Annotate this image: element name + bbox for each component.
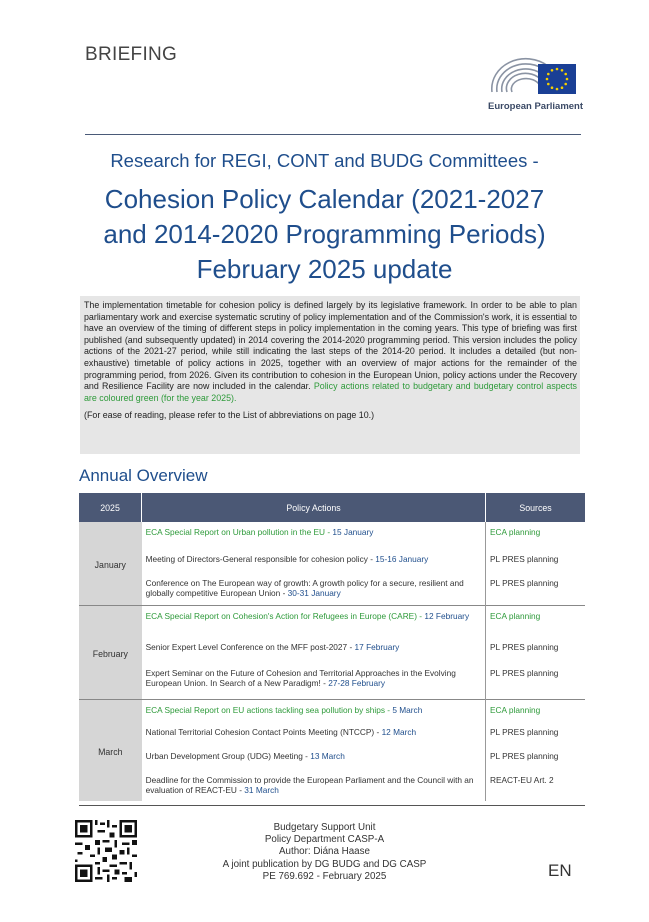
table-header-row bbox=[79, 493, 585, 522]
table-row bbox=[79, 550, 585, 574]
calendar-table bbox=[79, 493, 585, 801]
footer-divider bbox=[79, 805, 585, 806]
action-date: 15-16 January bbox=[375, 554, 429, 564]
footer-unit: Budgetary Support Unit bbox=[273, 822, 376, 833]
action-date: 12 February bbox=[424, 610, 470, 621]
title-line-1: Cohesion Policy Calendar (2021-2027 bbox=[104, 184, 545, 214]
action-cell: National Territorial Cohesion Contact Points Meeting (NTCCP) - 12 March bbox=[142, 723, 486, 747]
action-cell: Deadline for the Commission to provide the European Parliament and the Council with an evaluation of REACT-EU - 31 March bbox=[142, 771, 486, 801]
header-year: 2025 bbox=[79, 493, 142, 522]
action-date: 13 March bbox=[310, 751, 345, 761]
month-march: March bbox=[79, 699, 142, 801]
action-date: 17 February bbox=[354, 642, 400, 652]
month-february: February bbox=[79, 605, 142, 699]
table-row bbox=[79, 638, 585, 664]
abbreviations-note: (For ease of reading, please refer to the List of abbreviations on page 10.) bbox=[84, 410, 375, 421]
action-cell: Urban Development Group (UDG) Meeting - 13 March bbox=[142, 747, 486, 771]
summary-box bbox=[80, 296, 580, 454]
summary-text: The implementation timetable for cohesion policy is defined largely by its legislative framework. In order to be able to plan parliamentary work and exercise systematic scrutiny of policy implementation and of the Commission's work, it is essential to have an overview of the timing of different steps in policy implementation in the coming years. This type of briefing was first published (and subsequently updated) in 2014 covering the 2014-2020 programming period. This version includes the policy actions of the 2021-27 period, while still indicating the last steps of the 2014-20 period. It includes a detailed (but non-exhaustive) timetable of policy actions in 2025, together with an overview of major actions for the remainder of the programming period, from 2026. Given its contribution to cohesion in the European Union, policy actions under the Recovery and Resilience Facility are now included in the calendar. bbox=[84, 300, 577, 392]
table-row bbox=[79, 574, 585, 605]
action-cell: ECA Special Report on Cohesion's Action for Refugees in Europe (CARE) - 12 February bbox=[142, 605, 486, 638]
table-row bbox=[79, 699, 585, 723]
table-row bbox=[79, 522, 585, 550]
source-cell: ECA planning bbox=[490, 527, 541, 537]
source-cell: REACT-EU Art. 2 bbox=[490, 775, 554, 785]
section-title-annual-overview: Annual Overview bbox=[79, 466, 208, 485]
footer-author: Author: Diána Haase bbox=[279, 846, 370, 858]
language-code: EN bbox=[548, 861, 572, 880]
footer-publication: A joint publication by DG BUDG and DG CASP bbox=[222, 858, 427, 870]
action-date: 12 March bbox=[381, 727, 417, 737]
action-cell: Meeting of Directors-General responsible for cohesion policy - 15-16 January bbox=[142, 550, 486, 574]
action-cell: Conference on The European way of growth: A growth policy for a secure, resilient and globally competitive European Union - 30-31 January bbox=[142, 574, 486, 605]
action-date: 15 January bbox=[332, 527, 374, 537]
document-subtitle: Research for REGI, CONT and BUDG Committees - bbox=[110, 150, 539, 171]
month-january: January bbox=[79, 522, 142, 605]
action-date: 31 March bbox=[244, 785, 279, 796]
source-cell: PL PRES planning bbox=[490, 751, 559, 761]
table-row bbox=[79, 723, 585, 747]
source-cell: PL PRES planning bbox=[490, 668, 559, 678]
action-cell: ECA Special Report on EU actions tackling sea pollution by ships - 5 March bbox=[142, 699, 486, 723]
action-date: 27-28 February bbox=[328, 678, 385, 689]
source-cell: PL PRES planning bbox=[490, 578, 559, 588]
source-cell: PL PRES planning bbox=[490, 554, 559, 564]
source-cell: PL PRES planning bbox=[490, 727, 559, 737]
action-date: 5 March bbox=[392, 704, 423, 715]
action-cell: Senior Expert Level Conference on the MFF post-2027 - 17 February bbox=[142, 638, 486, 664]
summary-green-note: Policy actions related to budgetary and budgetary control aspects are coloured green (for the year 2025). bbox=[84, 381, 577, 403]
action-cell: ECA Special Report on Urban pollution in the EU - 15 January bbox=[142, 522, 486, 550]
document-title bbox=[0, 182, 649, 287]
header-policy-actions: Policy Actions bbox=[142, 493, 486, 522]
header-divider bbox=[85, 134, 581, 135]
document-type: BRIEFING bbox=[85, 44, 178, 65]
footer-reference: PE 769.692 - February 2025 bbox=[262, 870, 387, 882]
table-row bbox=[79, 664, 585, 699]
table-row bbox=[79, 747, 585, 771]
summary-paragraph bbox=[84, 300, 577, 404]
footer-department: Policy Department CASP-A bbox=[264, 834, 385, 846]
action-date: 30-31 January bbox=[287, 588, 341, 599]
title-line-3: February 2025 update bbox=[196, 254, 453, 284]
table-row bbox=[79, 771, 585, 801]
logo-wordmark: European Parliament bbox=[488, 101, 584, 112]
title-line-2: and 2014-2020 Programming Periods) bbox=[103, 219, 546, 249]
source-cell: ECA planning bbox=[486, 605, 586, 638]
header-sources: Sources bbox=[486, 493, 586, 522]
action-cell: Expert Seminar on the Future of Cohesion and Territorial Approaches in the Evolving European Union. In Search of a New Paradigm! - 27-28 February bbox=[142, 664, 486, 699]
source-cell: PL PRES planning bbox=[490, 642, 559, 652]
source-cell: ECA planning bbox=[486, 699, 586, 723]
table-row bbox=[79, 605, 585, 638]
